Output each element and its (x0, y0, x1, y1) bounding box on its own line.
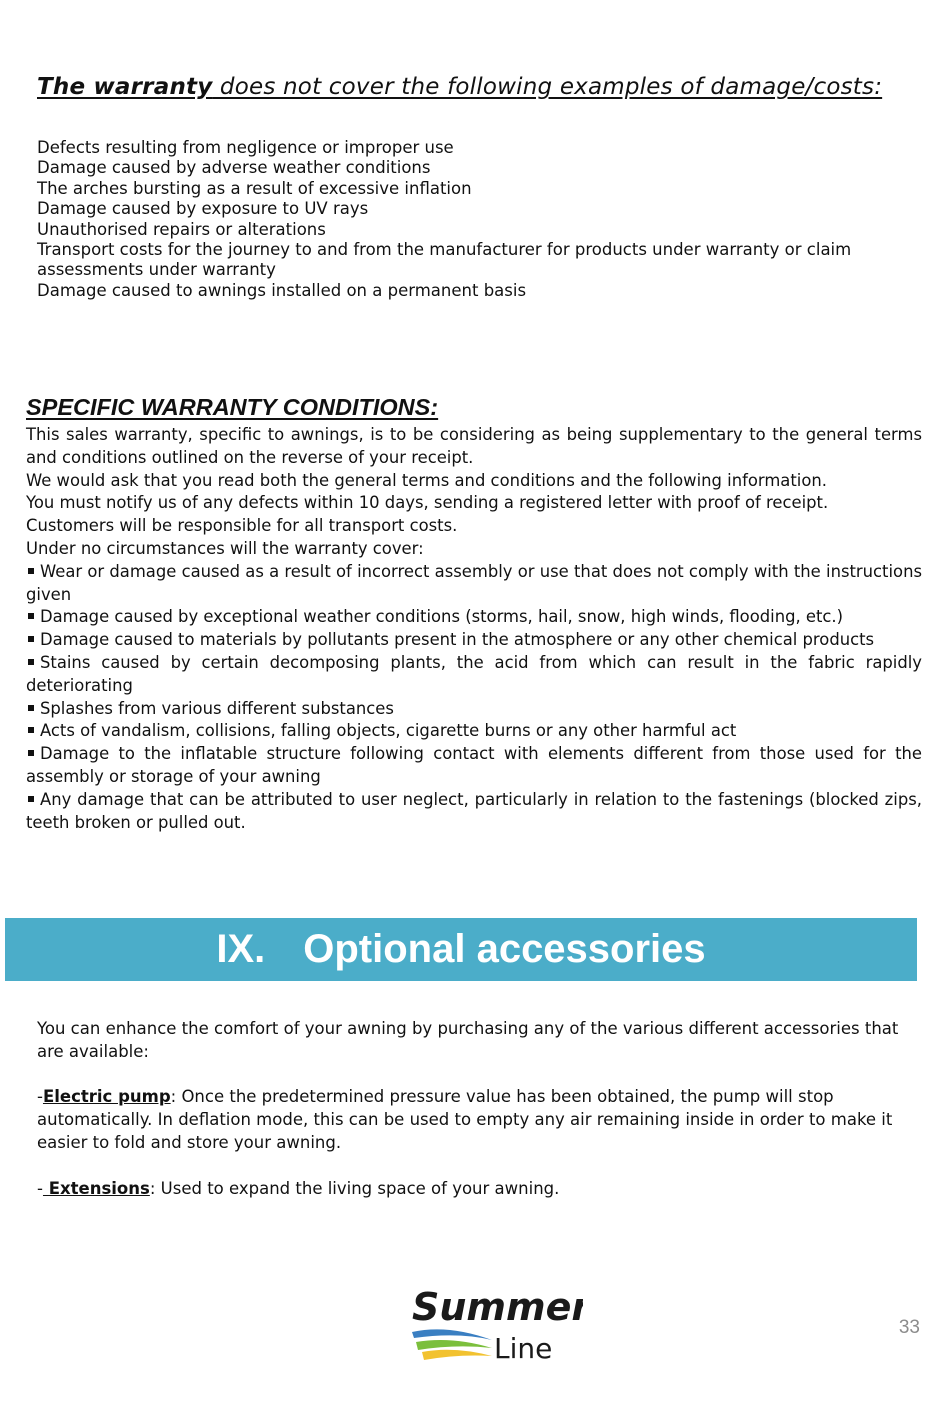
paragraph: We would ask that you read both the general terms and conditions and the following information. (26, 470, 827, 490)
specific-conditions-body (26, 424, 922, 834)
logo-word-summer: Summer (412, 1285, 583, 1329)
section-title: Optional accessories (303, 927, 706, 971)
bullet-text: Acts of vandalism, collisions, falling objects, cigarette burns or any other harmful act (40, 721, 737, 741)
accessory-name: Electric pump (42, 1087, 171, 1107)
bullet-item (26, 652, 922, 698)
bullet-item (26, 720, 922, 743)
accessory-prefix: - (37, 1087, 43, 1107)
list-item: Damage caused to awnings installed on a permanent basis (37, 280, 527, 300)
square-bullet-icon (28, 727, 34, 733)
bullet-item (26, 789, 922, 835)
square-bullet-icon (28, 568, 34, 574)
list-item: The arches bursting as a result of excessive inflation (37, 178, 472, 198)
accessory-name: Extensions (42, 1178, 150, 1198)
square-bullet-icon (28, 796, 34, 802)
accessory-electric-pump (37, 1086, 927, 1154)
accessory-prefix: - (37, 1178, 43, 1198)
logo-swoosh-green (416, 1340, 492, 1350)
square-bullet-icon (28, 613, 34, 619)
square-bullet-icon (28, 750, 34, 756)
paragraph: Customers will be responsible for all transport costs. (26, 516, 458, 536)
bullet-text: Any damage that can be attributed to user neglect, particularly in relation to the fastenings (blocked zips, teeth broken or pulled out. (26, 789, 922, 832)
square-bullet-icon (28, 659, 34, 665)
bullet-text: Splashes from various different substances (40, 698, 394, 718)
paragraph: Under no circumstances will the warranty cover: (26, 538, 424, 558)
bullet-item (26, 698, 922, 721)
list-item: Damage caused by adverse weather conditions (37, 158, 431, 178)
list-item: Defects resulting from negligence or improper use (37, 138, 454, 157)
square-bullet-icon (28, 705, 34, 711)
list-item: Damage caused by exposure to UV rays (37, 199, 369, 219)
accessory-description: : Used to expand the living space of your awning. (149, 1178, 560, 1198)
bullet-item (26, 629, 922, 652)
section-banner (5, 918, 917, 981)
logo-word-line: Line (494, 1332, 553, 1365)
logo-swoosh-yellow (422, 1350, 492, 1360)
accessories-section (37, 1018, 927, 1200)
bullet-item (26, 606, 922, 629)
bullet-text: Damage caused to materials by pollutants present in the atmosphere or any other chemical products (40, 630, 875, 650)
section-number: IX. (216, 927, 266, 971)
specific-conditions-heading: SPECIFIC WARRANTY CONDITIONS: (26, 394, 439, 420)
square-bullet-icon (28, 636, 34, 642)
bullet-item (26, 743, 922, 789)
accessory-description: : Once the predetermined pressure value has been obtained, the pump will stop automatically. In deflation mode, this can be used to empty any air remaining inside in order to make it easier to fold and store your awning. (37, 1087, 893, 1152)
bullet-text: Damage to the inflatable structure following contact with elements different from those used for the assembly or storage of your awning (26, 744, 922, 786)
list-item: Transport costs for the journey to and from the manufacturer for products under warranty or claim assessments under warranty (37, 240, 852, 280)
summer-line-logo-graphic (408, 1280, 583, 1365)
warranty-heading-bold: The warranty (37, 74, 213, 100)
exclusions-bullet-list (26, 561, 922, 835)
warranty-heading-rest: does not cover the following examples of damage/costs: (212, 74, 883, 100)
logo-swoosh-blue (412, 1329, 492, 1340)
summer-line-logo (408, 1280, 583, 1365)
paragraph: This sales warranty, specific to awnings, is to be considering as being supplementary to the general terms and conditions outlined on the reverse of your receipt. (26, 425, 922, 467)
bullet-text: Stains caused by certain decomposing plants, the acid from which can result in the fabric rapidly deteriorating (26, 652, 922, 695)
accessories-intro: You can enhance the comfort of your awning by purchasing any of the various different accessories that are available: (37, 1019, 899, 1061)
page-number: 33 (898, 1317, 920, 1338)
warranty-exclusions-list (37, 138, 917, 301)
bullet-item (26, 561, 922, 607)
bullet-text: Damage caused by exceptional weather conditions (storms, hail, snow, high winds, flooding, etc.) (40, 607, 844, 627)
warranty-exclusions-heading (37, 74, 882, 100)
list-item: Unauthorised repairs or alterations (37, 219, 326, 239)
bullet-text: Wear or damage caused as a result of incorrect assembly or use that does not comply with the instructions given (26, 561, 922, 604)
paragraph: You must notify us of any defects within 10 days, sending a registered letter with proof of receipt. (26, 493, 829, 513)
accessory-extensions (37, 1178, 927, 1201)
